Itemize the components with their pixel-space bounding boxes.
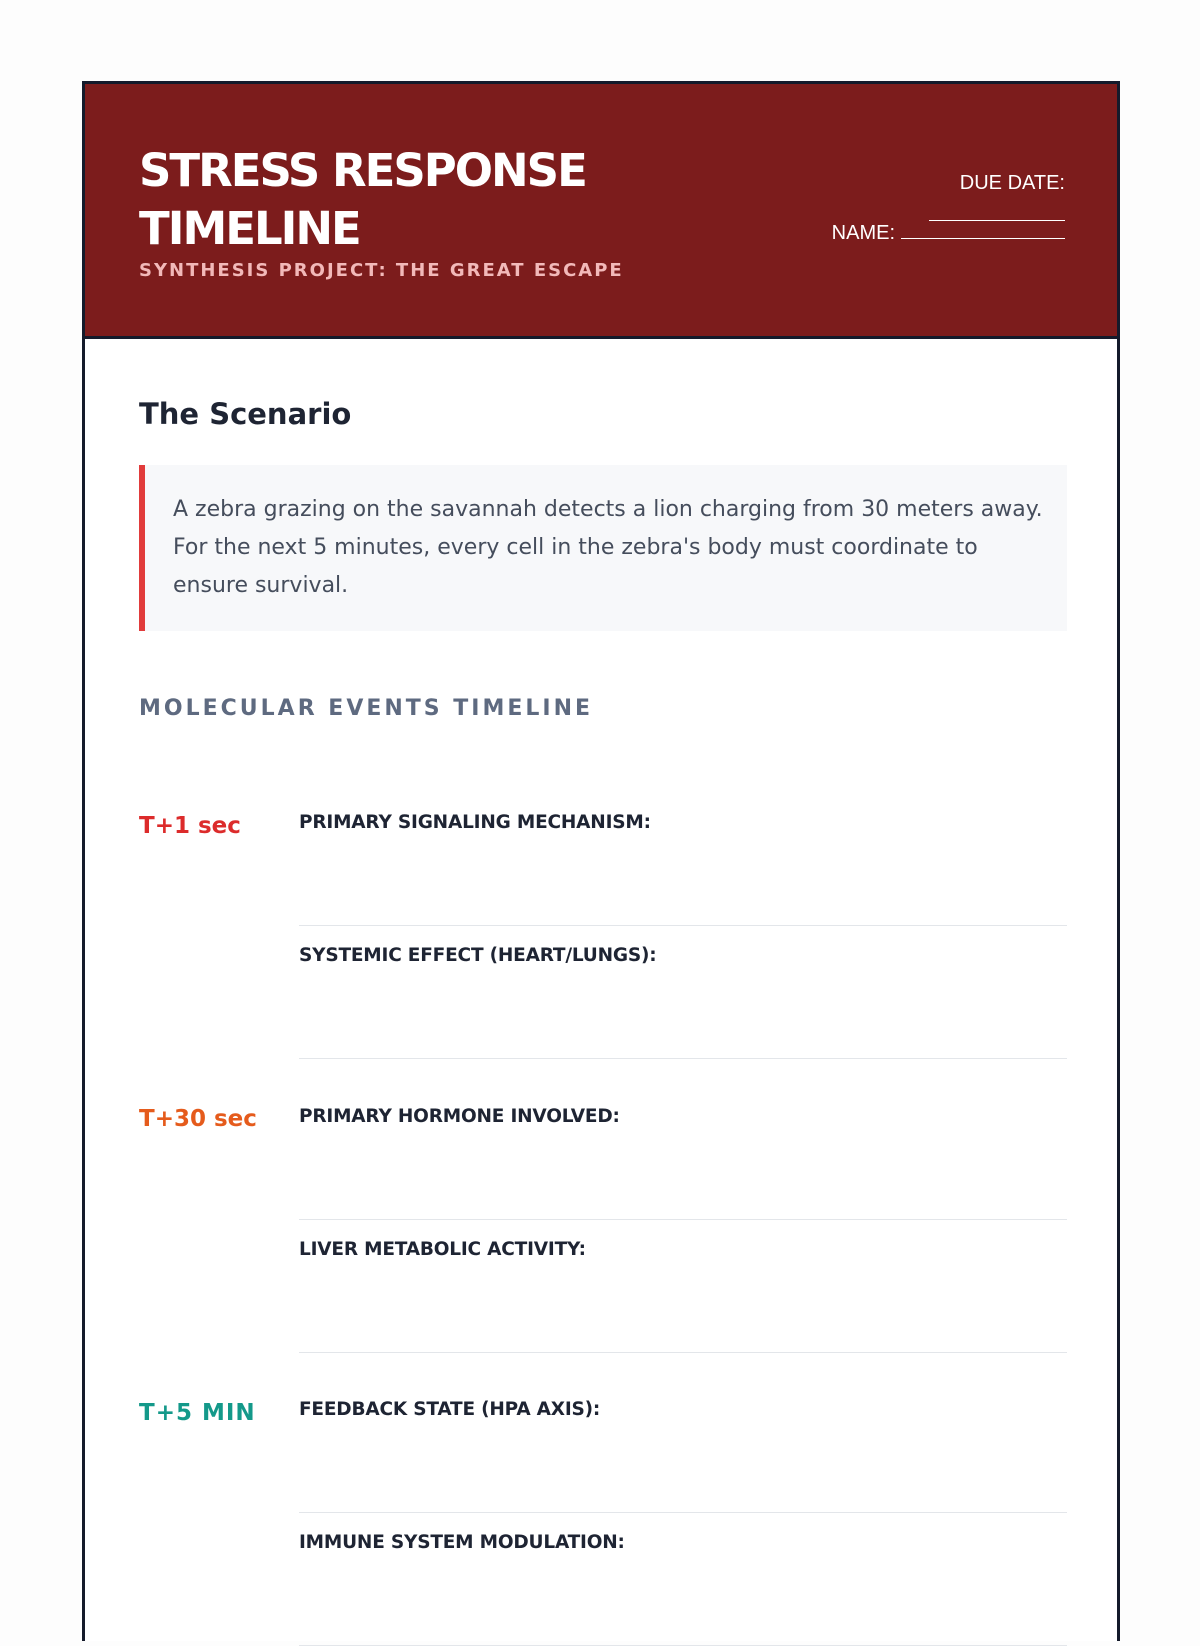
name-blank[interactable] bbox=[901, 220, 1065, 239]
due-date-label: DUE DATE: bbox=[959, 172, 1065, 194]
stage-time-1sec: T+1 sec bbox=[139, 813, 241, 839]
field-label: IMMUNE SYSTEM MODULATION: bbox=[299, 1532, 625, 1553]
scenario-callout bbox=[139, 465, 1067, 631]
student-info bbox=[765, 170, 1065, 246]
field-label: SYSTEMIC EFFECT (HEART/LUNGS): bbox=[299, 945, 657, 966]
worksheet-page bbox=[82, 81, 1120, 1641]
answer-field[interactable] bbox=[299, 1399, 1067, 1513]
answer-field[interactable] bbox=[299, 1106, 1067, 1220]
worksheet-title: STRESS RESPONSE TIMELINE bbox=[139, 144, 586, 255]
stage-time-5min: T+5 MIN bbox=[139, 1400, 256, 1426]
answer-field[interactable] bbox=[299, 812, 1067, 926]
answer-field[interactable] bbox=[299, 945, 1067, 1059]
answer-field[interactable] bbox=[299, 1239, 1067, 1353]
scenario-heading: The Scenario bbox=[139, 397, 352, 431]
timeline-heading: MOLECULAR EVENTS TIMELINE bbox=[139, 696, 594, 721]
field-label: PRIMARY HORMONE INVOLVED: bbox=[299, 1106, 620, 1127]
field-label: LIVER METABOLIC ACTIVITY: bbox=[299, 1239, 586, 1260]
worksheet-subtitle: SYNTHESIS PROJECT: THE GREAT ESCAPE bbox=[139, 260, 624, 281]
field-label: FEEDBACK STATE (HPA AXIS): bbox=[299, 1399, 601, 1420]
scenario-text: A zebra grazing on the savannah detects a lion charging from 30 meters away. For the next 5 minutes, every cell in the zebra's body must coordinate to ensure survival. bbox=[173, 497, 1043, 598]
stage-time-30sec: T+30 sec bbox=[139, 1106, 257, 1132]
name-label: NAME: bbox=[831, 222, 895, 244]
due-date-blank[interactable] bbox=[929, 202, 1065, 221]
field-label: PRIMARY SIGNALING MECHANISM: bbox=[299, 812, 651, 833]
worksheet-header bbox=[85, 84, 1117, 339]
answer-field[interactable] bbox=[299, 1532, 1067, 1646]
